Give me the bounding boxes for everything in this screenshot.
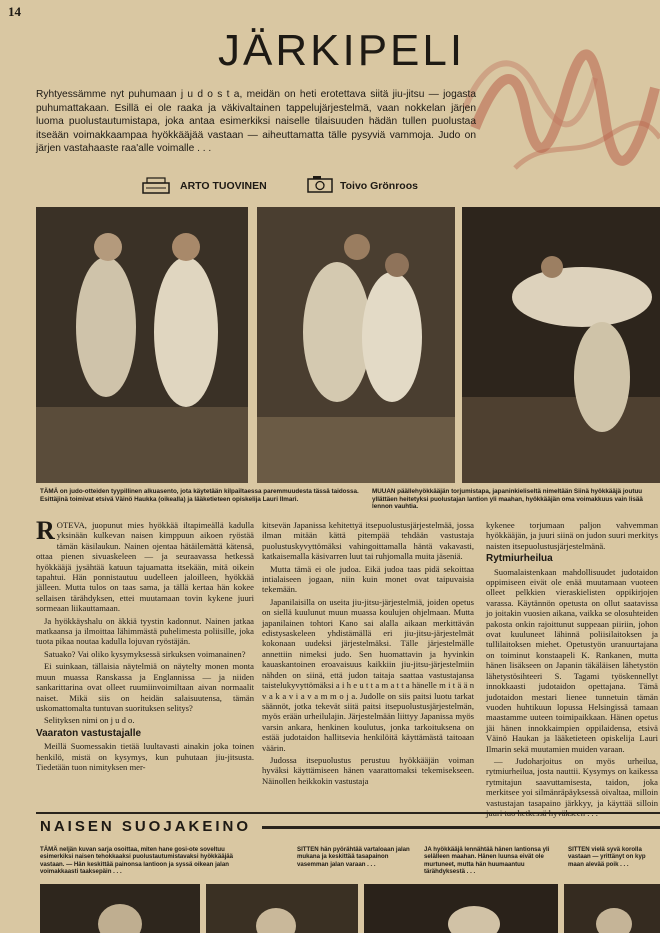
paragraph: Ei suinkaan, tällaisia näytelmiä on näytelty monen monta muun muassa Ranskassa ja Englannissa — ja niiden sankarittarina ovat olleet ruumiinvoimiltaan aivan normaalit naiset. Mikä siis on heidän salaisuutensa, tämän uskomattomalta tuntuvan suorituksen selitys?	[36, 661, 254, 713]
paragraph: kykenee torjumaan paljon vahvemman hyökkääjän, ja juuri siinä on judon suuri merkitys naisten itsepuolustusjärjestelmänä.	[486, 520, 658, 551]
intro-paragraph: Ryhtyessämme nyt puhumaan j u d o s t a, meidän on heti erotettava siitä jiu-jitsu — jogasta puhumattakaan. Esillä ei ole raaka ja väkivaltainen tappelujärjestelmä, vaan nokkelan järjen luoma puolustautumistapa, joka antaa esimerkiksi naiselle tilaisuuden hädän tullen puolustaa itseään voimakkaampaa hyökkääjää vastaan — aiheuttamatta tälle pysyviä vammoja. Judo on järjen vastahaaste raa'alle voimalle . . .	[36, 89, 476, 154]
dropcap-letter: R	[36, 516, 55, 545]
bottom-photo-1	[40, 884, 200, 933]
paragraph: OTEVA, juopunut mies hyökkää iltapimeällä kadulla yksinään kulkevan naisen kimppuun aikoen ryöstää tämän käsilaukun. Nainen ojentaa hätäilemättä kätensä, ottaa pienen sivuaskeleen — ja seuraavassa hetkessä hyökkääjä jysähtää katuun tajuamatta itsekään, mitä oikein tapahtui. Hän ponnistautuu uudelleen jaloilleen, hyökkää jälleen. Mutta tulos on taas sama, ja tällä kertaa hän kokee sellaisen tärähdyksen, ettei muutamaan tovin kykene juuri sormeaan liikauttamaan.	[36, 520, 254, 614]
bottom-caption-4: SITTEN vielä syvä korolla vastaan — yrittänyt on kyp maan alevää poik . . .	[568, 846, 646, 868]
judo-photo-3	[462, 207, 660, 483]
judo-photo-2	[257, 207, 455, 483]
bottom-photo-3	[364, 884, 558, 933]
section-heading: Vaaraton vastustajalle	[36, 727, 142, 739]
paragraph: Judossa itsepuolustus perustuu hyökkääjän voiman hyväksi käyttämiseen hänen vaarattomaksi tekemisekseen. Näinollen heikkokin vastustaja	[262, 754, 474, 786]
camera-icon	[304, 173, 338, 195]
bottom-photo-2	[206, 884, 358, 933]
article-column-3	[486, 520, 658, 820]
script-lettering-decoration	[455, 18, 660, 188]
photographer-name: Toivo Grönroos	[340, 180, 418, 192]
article-column-2	[262, 520, 474, 788]
bottom-photo-4	[564, 884, 660, 933]
section-heading: Rytmiurheilua	[486, 553, 553, 565]
bottom-caption-1: TÄMÄ neljän kuvan sarja osoittaa, miten hane gosi-ote soveltuu esimerkiksi naisen tehokkaaksi puolustautumistavaksi hyökkääjää vastaan. — Hän keskittää painonsa lantioon ja syssä oikean jalan voimakkaasti taaksepäin . . .	[40, 846, 234, 876]
paragraph: Selityksen nimi on j u d o.	[44, 715, 135, 726]
author-name: ARTO TUOVINEN	[180, 180, 267, 192]
photo-caption-2: MUUAN päällehyökkääjän torjumistapa, japaninkieliseltä nimeltään Siinä hyökkääjä joutuu yllättäen heitetyksi puolustajan lantion yli maahan, hyökkääjän oma voimakkuus vain lisää lennon vauhtia.	[372, 488, 643, 511]
page-number: 14	[8, 4, 21, 19]
typewriter-icon	[140, 175, 174, 197]
judo-photo-1	[36, 207, 248, 483]
paragraph: — Judoharjoitus on myös urheilua, rytmiurheilua, josta nauttii. Kysymys on kaikessa rytmitajun saavuttamisesta, taidon, joka merkitsee yoi silmänräpäyksessä oivaltaa, milloin vastustajan tasapaino järkkyy, ja käyttää silloin	[486, 755, 658, 808]
bottom-caption-3: JA hyökkääjä lennähtää hänen lantionsa yli selälleen maahan. Hänen luunsa eivät ole murtuneet, mutta hän huumaantuu tärähdyksestä . . .	[424, 846, 550, 876]
article-title: JÄRKIPELI	[218, 26, 466, 75]
photo-caption-1: TÄMÄ on judo-otteiden tyypillinen alkuasento, jota käytetään kilpailtaessa paremmuudesta tässä taidossa. Esittäjinä toimivat etsivä Väinö Haukka (oikealla) ja lääketieteen opiskelija Lauri Ilmari.	[40, 488, 359, 503]
paragraph: Meillä Suomessakin tietää luultavasti ainakin joka toinen henkilö, mistä on kysymys, kun puhutaan jiu-jitsusta. Tiedetään tuon nimityksen mer-	[36, 741, 254, 772]
paragraph: Suomalaistenkaan mahdollisuudet judotaidon oppimiseen eivät ole enää muutamaan vuoteen olleet pelkkien vieraskielisten oppikirjojen varassa. Käytännön opetusta on ollut saatavissa jo joitakin vuosien aikana, vaikka se olosuhteiden pakosta onkin rajoittunut suppeaan piiriin, johon ovat kuuluneet lähinnä poliisilaitoksen ja tullilaitoksen miehet. Opetustyön uranuurtajana on toiminut konstaapeli K. Rankanen, mutta hänen lisäkseen on Japanin täkäläisen lähetystön lähetystösihteeri S. Tagami työskennellyt innokkaasti judotaidon opettajana. Tämä judotaidon mestari lienee tunnetuin tämän vuoden huhtikuun lopussa Helsingissä tamaan maastamme uuteen toimipaikkaan. Hänen opetus jäi hänen innokkaimpien oppilaidensa, etsivä Väinö Haukan ja lääketieteen opiskelija Lauri Ilmarin sekä muutamien muiden varaan.	[486, 566, 658, 754]
bottom-section-title: NAISEN SUOJAKEINO	[40, 818, 252, 835]
article-column-1	[36, 516, 254, 774]
paragraph: kitsevän Japanissa kehitettyä itsepuolustusjärjestelmää, jossa ilman mitään kättä pitempää tehdään vastustaja puolustuskyvyttömäksi vahingoittamalla häntä vakavasti, katkaisemalla käsivarren luut tai ruhjomalla muita jäseniä.	[262, 520, 474, 562]
title-rule	[262, 826, 660, 829]
paragraph: Ja hyökkäyshalu on äkkiä tyystin kadonnut. Nainen jatkaa matkaansa ja ilmoittaa lähimmästä puhelimesta poliisille, joka tuota pikaa noutaa kadulla lojuvan ryöstäjän.	[36, 615, 254, 647]
bottom-caption-2: SITTEN hän pyörähtää vartaloaan jalan mukana ja keskittää tasapainon vasemman jalan varaan . . .	[297, 846, 410, 868]
paragraph: Mutta tämä ei ole judoa. Eikä judoa taas pidä sekoittaa intialaiseen jogaan, niin kuin monet ovat taipuvaisia tekemään.	[262, 563, 474, 595]
paragraph: Japanilaisilla on useita jiu-jitsu-järjestelmiä, joiden opetus on siellä kuulunut muun muassa koulujen ohjelmaan. Mutta japanilainen tohtori Kano sai alalla aikaan merkittävän edistysaskeleen yhdistämällä eri jiu-jitsu-järjestelmät kokonaan uudeksi järjestelmäksi. Tälle järjestelmälle annettiin nimeksi judo. Sen huomattavin ja hyvinkin kauaskantoinen eroavaisuus kaikkiin jiu-jitsu-järjestelmiin nähden on siinä, että judon taitaja saattaa vastustajansa taistelukyvyttömäksi a i h e u t t a m a t t a hänelle m i t ä ä n v a k a v i a v a m m o j a. Judolle on siis paitsi luotu tarkat säännöt, jotka tekevät siitä paitsi itsepuolustusjärjestelmän, myös erään urheilulajin. Järjestelmään liittyy Japanissa myös varsin ankara, henkinen koulutus, jonka tarkoituksena on estää judotaidon hallitsevia henkilöitä käyttämästä taitoaan väärin.	[262, 596, 474, 753]
paragraph: Satuako? Vai oliko kysymyksessä sirkuksen voimanainen?	[44, 648, 246, 659]
section-divider	[36, 812, 660, 814]
